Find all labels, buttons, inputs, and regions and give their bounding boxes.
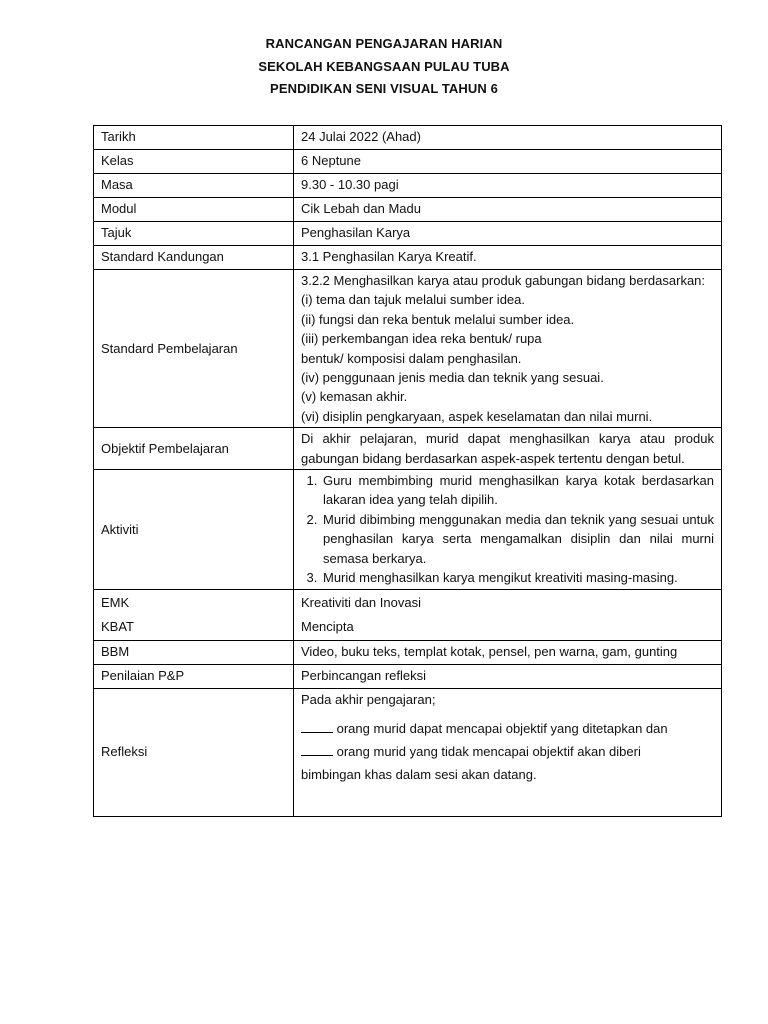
- label-standard-kandungan: Standard Kandungan: [94, 246, 294, 270]
- sp-item: (iv) penggunaan jenis media dan teknik yang sesuai.: [301, 370, 604, 386]
- label-emk: EMK: [101, 594, 130, 610]
- label-standard-pembelajaran: Standard Pembelajaran: [94, 270, 294, 428]
- sp-item: bentuk/ komposisi dalam penghasilan.: [301, 350, 522, 366]
- value-penilaian: Perbincangan refleksi: [294, 664, 722, 688]
- value-modul: Cik Lebah dan Madu: [294, 198, 722, 222]
- row-emk-kbat: [94, 589, 722, 640]
- label-penilaian: Penilaian P&P: [94, 664, 294, 688]
- refleksi-row: [301, 740, 714, 763]
- sp-item: (i) tema dan tajuk melalui sumber idea.: [301, 292, 525, 308]
- aktiviti-item: 2. Murid dibimbing menggunakan media dan teknik yang sesuai untuk penghasilan karya serta mengamalkan disiplin dan nilai murni semasa berkarya.: [321, 510, 714, 568]
- value-aktiviti: [294, 470, 722, 589]
- row-penilaian: [94, 664, 722, 688]
- header-subject: PENDIDIKAN SENI VISUAL TAHUN 6: [270, 81, 498, 96]
- sp-item: (vi) disiplin pengkaryaan, aspek keselamatan dan nilai murni.: [301, 408, 653, 424]
- label-kbat: KBAT: [101, 618, 134, 634]
- sp-item: (v) kemasan akhir.: [301, 389, 408, 405]
- refleksi-line4: bimbingan khas dalam sesi akan datang.: [301, 766, 537, 782]
- row-standard-pembelajaran: [94, 270, 722, 428]
- label-tarikh: Tarikh: [94, 126, 294, 150]
- header-school: SEKOLAH KEBANGSAAN PULAU TUBA: [258, 58, 510, 74]
- aktiviti-item: 1. Guru membimbing murid menghasilkan karya kotak berdasarkan lakaran idea yang telah dipilih.: [321, 471, 714, 510]
- label-tajuk: Tajuk: [94, 222, 294, 246]
- refleksi-line2: orang murid dapat mencapai objektif yang ditetapkan dan: [336, 720, 668, 736]
- value-kbat: Mencipta: [301, 618, 354, 634]
- label-refleksi: Refleksi: [94, 688, 294, 816]
- row-refleksi: [94, 688, 722, 816]
- refleksi-text: [301, 717, 714, 786]
- value-refleksi: [294, 688, 722, 816]
- blank-line: [301, 721, 333, 733]
- sp-item: (ii) fungsi dan reka bentuk melalui sumber idea.: [301, 311, 575, 327]
- row-aktiviti: [94, 470, 722, 589]
- value-tajuk: Penghasilan Karya: [294, 222, 722, 246]
- value-masa: 9.30 - 10.30 pagi: [294, 174, 722, 198]
- label-bbm: BBM: [94, 640, 294, 664]
- aktiviti-item: 3. Murid menghasilkan karya mengikut kreativiti masing-masing.: [321, 568, 714, 587]
- label-modul: Modul: [94, 198, 294, 222]
- value-standard-pembelajaran: [294, 270, 722, 428]
- row-kelas: [94, 150, 722, 174]
- row-tajuk: [94, 222, 722, 246]
- header-title: RANCANGAN PENGAJARAN HARIAN: [265, 36, 503, 51]
- row-bbm: [94, 640, 722, 664]
- value-bbm: Video, buku teks, templat kotak, pensel, pen warna, gam, gunting: [294, 640, 722, 664]
- blank-line: [301, 744, 333, 756]
- label-kelas: Kelas: [94, 150, 294, 174]
- row-standard-kandungan: [94, 246, 722, 270]
- document-header: [0, 33, 768, 101]
- value-standard-kandungan: 3.1 Penghasilan Karya Kreatif.: [294, 246, 722, 270]
- sp-intro: 3.2.2 Menghasilkan karya atau produk gabungan bidang berdasarkan:: [301, 273, 706, 288]
- value-emk-kbat: [294, 589, 722, 640]
- label-objektif: Objektif Pembelajaran: [94, 428, 294, 470]
- value-objektif: Di akhir pelajaran, murid dapat menghasilkan karya atau produk gabungan bidang berdasarkan aspek-aspek tertentu dengan betul.: [294, 428, 722, 470]
- refleksi-row: [301, 717, 714, 740]
- refleksi-line1: Pada akhir pengajaran;: [301, 691, 436, 707]
- row-modul: [94, 198, 722, 222]
- lesson-plan-table: [93, 125, 722, 817]
- value-kelas: 6 Neptune: [294, 150, 722, 174]
- row-objektif: [94, 428, 722, 470]
- row-masa: [94, 174, 722, 198]
- label-masa: Masa: [94, 174, 294, 198]
- refleksi-line3: orang murid yang tidak mencapai objektif akan diberi: [336, 743, 641, 759]
- sp-item: (iii) perkembangan idea reka bentuk/ rupa: [301, 331, 542, 347]
- label-emk-kbat: [94, 589, 294, 640]
- label-aktiviti: Aktiviti: [94, 470, 294, 589]
- value-emk: Kreativiti dan Inovasi: [301, 594, 421, 610]
- value-tarikh: 24 Julai 2022 (Ahad): [294, 126, 722, 150]
- row-tarikh: [94, 126, 722, 150]
- aktiviti-list: [301, 471, 714, 587]
